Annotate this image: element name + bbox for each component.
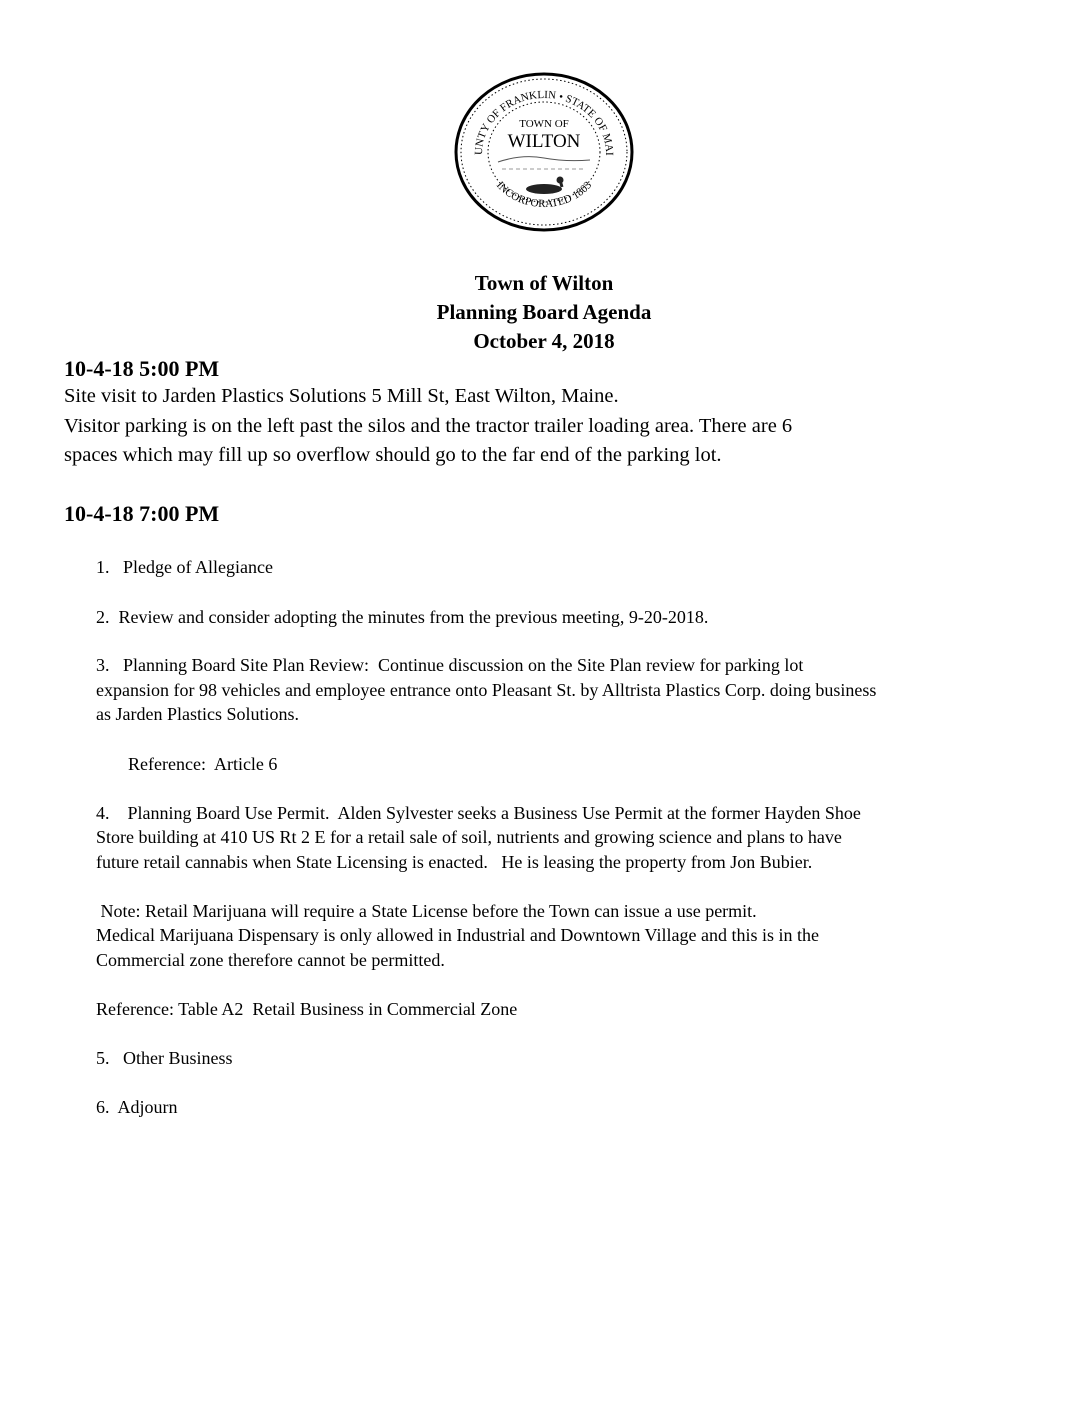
header-title: Planning Board Agenda <box>436 300 652 324</box>
agenda-item-4-note: Note: Retail Marijuana will require a State License before the Town can issue a use permit. <box>96 901 757 921</box>
agenda-item-3-line: as Jarden Plastics Solutions. <box>96 704 299 724</box>
seal-town-of: TOWN OF <box>519 118 569 130</box>
agenda-item-4-reference: Reference: Table A2 Retail Business in Commercial Zone <box>96 999 518 1019</box>
header-town: Town of Wilton <box>474 271 614 295</box>
agenda-item-4-line: future retail cannabis when State Licensing is enacted. He is leasing the property from Jon Bubier. <box>96 852 813 872</box>
town-seal-logo <box>452 70 636 234</box>
loon-icon <box>526 177 564 195</box>
agenda-item-5: 5. Other Business <box>96 1048 233 1068</box>
agenda-item-4-note: Medical Marijuana Dispensary is only allowed in Industrial and Downtown Village and this is in the <box>96 925 819 945</box>
site-visit-heading: 10-4-18 5:00 PM <box>64 356 220 381</box>
agenda-item-3-reference: Reference: Article 6 <box>128 754 278 774</box>
site-visit-line: Visitor parking is on the left past the silos and the tractor trailer loading area. There are 6 <box>64 415 793 437</box>
seal-top-text: UNTY OF FRANKLIN • STATE OF MAI <box>472 88 616 156</box>
agenda-item-3-line: expansion for 98 vehicles and employee entrance onto Pleasant St. by Alltrista Plastics Corp. doing business <box>96 680 877 700</box>
agenda-item-6: 6. Adjourn <box>96 1097 178 1117</box>
site-visit-line: spaces which may fill up so overflow should go to the far end of the parking lot. <box>64 444 722 466</box>
agenda-item-4-note: Commercial zone therefore cannot be permitted. <box>96 950 445 970</box>
agenda-item-4-line: Store building at 410 US Rt 2 E for a retail sale of soil, nutrients and growing science and plans to have <box>96 827 842 847</box>
seal-wilton: WILTON <box>507 131 581 152</box>
header-date: October 4, 2018 <box>473 329 615 353</box>
seal-bottom-text: INCORPORATED 1803 <box>493 179 595 211</box>
agenda-item-3-line: 3. Planning Board Site Plan Review: Continue discussion on the Site Plan review for parking lot <box>96 655 804 675</box>
agenda-item-4-line: 4. Planning Board Use Permit. Alden Sylvester seeks a Business Use Permit at the former Hayden Shoe <box>96 803 861 823</box>
agenda-item-1: 1. Pledge of Allegiance <box>96 557 273 577</box>
agenda-item-2: 2. Review and consider adopting the minutes from the previous meeting, 9-20-2018. <box>96 607 709 627</box>
seal-graphic <box>452 70 636 234</box>
meeting-heading: 10-4-18 7:00 PM <box>64 501 220 526</box>
site-visit-line: Site visit to Jarden Plastics Solutions 5 Mill St, East Wilton, Maine. <box>64 385 619 407</box>
